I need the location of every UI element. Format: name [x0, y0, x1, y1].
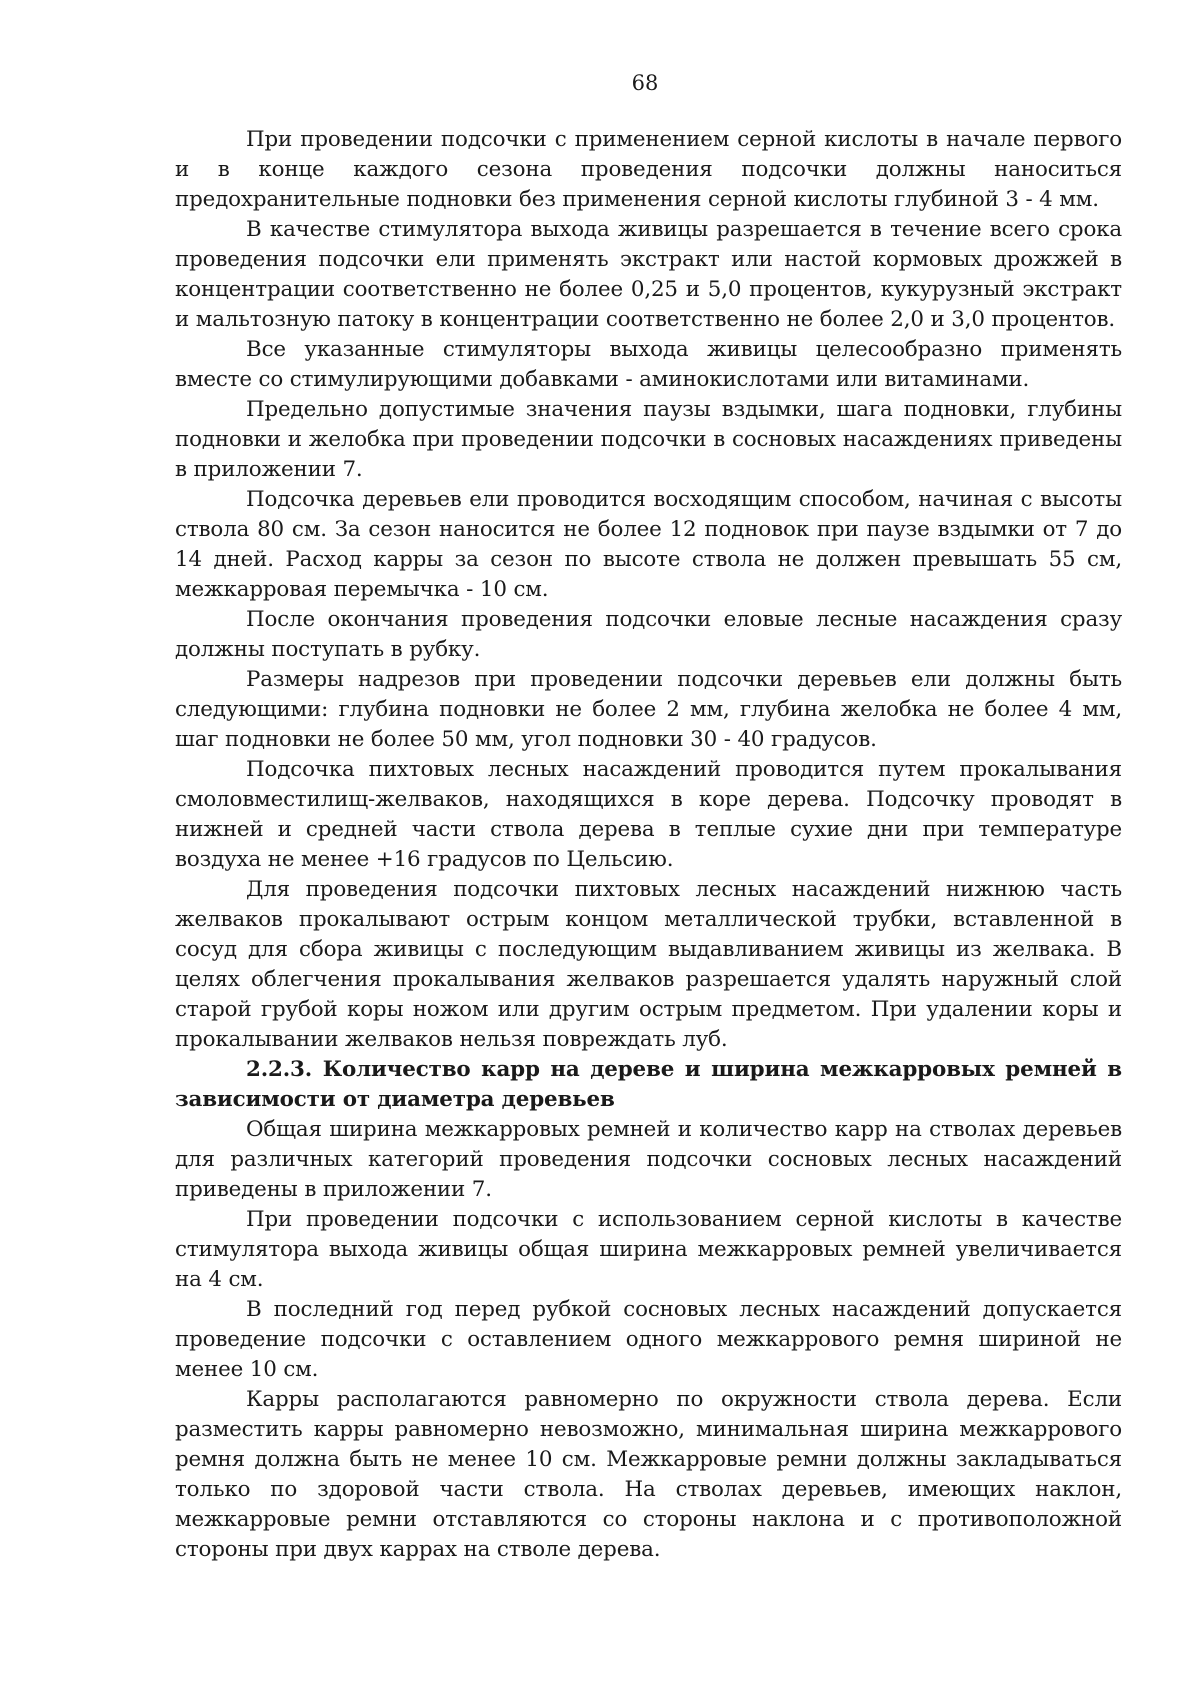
- document-body: [175, 125, 1122, 1565]
- paragraph: В последний год перед рубкой сосновых лесных насаждений допускается проведение подсочки с оставлением одного межкаррового ремня шириной не менее 10 см.: [175, 1297, 1122, 1382]
- page-number: 68: [631, 71, 659, 95]
- section-heading: 2.2.3. Количество карр на дереве и ширина межкарровых ремней в зависимости от диаметра деревьев: [175, 1057, 1122, 1112]
- paragraph: Подсочка деревьев ели проводится восходящим способом, начиная с высоты ствола 80 см. За сезон наносится не более 12 подновок при паузе вздымки от 7 до 14 дней. Расход карры за сезон по высоте ствола не должен превышать 55 см, межкарровая перемычка - 10 см.: [175, 487, 1122, 602]
- paragraph: При проведении подсочки с применением серной кислоты в начале первого и в конце каждого сезона проведения подсочки должны наноситься предохранительные подновки без применения серной кислоты глубиной 3 - 4 мм.: [175, 127, 1122, 212]
- paragraph: Все указанные стимуляторы выхода живицы целесообразно применять вместе со стимулирующими добавками - аминокислотами или витаминами.: [175, 337, 1122, 392]
- paragraph: Для проведения подсочки пихтовых лесных насаждений нижнюю часть желваков прокалывают острым концом металлической трубки, вставленной в сосуд для сбора живицы с последующим выдавливанием живицы из желвака. В целях облегчения прокалывания желваков разрешается удалять наружный слой старой грубой коры ножом или другим острым предметом. При удалении коры и прокалывании желваков нельзя повреждать луб.: [175, 877, 1122, 1052]
- paragraph: Общая ширина межкарровых ремней и количество карр на стволах деревьев для различных категорий проведения подсочки сосновых лесных насаждений приведены в приложении 7.: [175, 1117, 1122, 1202]
- paragraph: Подсочка пихтовых лесных насаждений проводится путем прокалывания смоловместилищ-желваков, находящихся в коре дерева. Подсочку проводят в нижней и средней части ствола дерева в теплые сухие дни при температуре воздуха не менее +16 градусов по Цельсию.: [175, 757, 1122, 872]
- paragraph: Карры располагаются равномерно по окружности ствола дерева. Если разместить карры равномерно невозможно, минимальная ширина межкаррового ремня должна быть не менее 10 см. Межкарровые ремни должны закладываться только по здоровой части ствола. На стволах деревьев, имеющих наклон, межкарровые ремни отставляются со стороны наклона и с противоположной стороны при двух каррах на стволе дерева.: [175, 1387, 1122, 1562]
- paragraph: При проведении подсочки с использованием серной кислоты в качестве стимулятора выхода живицы общая ширина межкарровых ремней увеличивается на 4 см.: [175, 1207, 1122, 1292]
- paragraph: Предельно допустимые значения паузы вздымки, шага подновки, глубины подновки и желобка при проведении подсочки в сосновых насаждениях приведены в приложении 7.: [175, 397, 1122, 482]
- paragraph: Размеры надрезов при проведении подсочки деревьев ели должны быть следующими: глубина подновки не более 2 мм, глубина желобка не более 4 мм, шаг подновки не более 50 мм, угол подновки 30 - 40 градусов.: [175, 667, 1122, 752]
- paragraph: В качестве стимулятора выхода живицы разрешается в течение всего срока проведения подсочки ели применять экстракт или настой кормовых дрожжей в концентрации соответственно не более 0,25 и 5,0 процентов, кукурузный экстракт и мальтозную патоку в концентрации соответственно не более 2,0 и 3,0 процентов.: [175, 217, 1122, 332]
- paragraph: После окончания проведения подсочки еловые лесные насаждения сразу должны поступать в рубку.: [175, 607, 1122, 662]
